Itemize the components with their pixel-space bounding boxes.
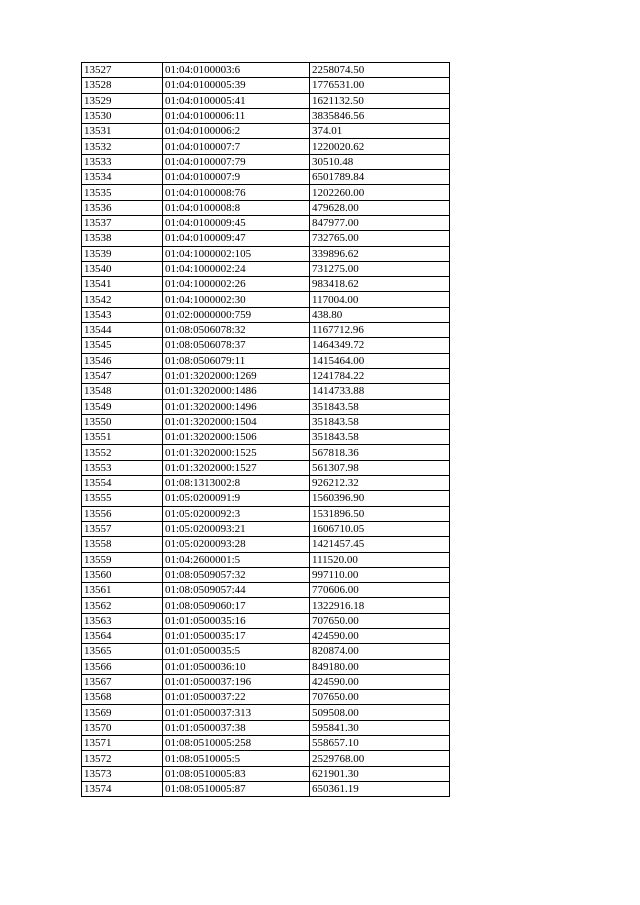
row-number-cell: 13552: [82, 445, 163, 460]
table-row: [82, 598, 450, 613]
table-row: [82, 368, 450, 383]
value-cell: 1776531.00: [310, 78, 450, 93]
table-row: [82, 307, 450, 322]
value-cell: 731275.00: [310, 261, 450, 276]
table-row: [82, 215, 450, 230]
table-row: [82, 659, 450, 674]
table-row: [82, 766, 450, 781]
table-row: [82, 552, 450, 567]
cadastral-number-cell: 01:08:0510005:258: [163, 736, 310, 751]
cadastral-number-cell: 01:01:0500035:17: [163, 628, 310, 643]
value-cell: 558657.10: [310, 736, 450, 751]
cadastral-number-cell: 01:04:0100008:8: [163, 200, 310, 215]
table-row: [82, 736, 450, 751]
value-cell: 595841.30: [310, 720, 450, 735]
cadastral-number-cell: 01:01:0500037:38: [163, 720, 310, 735]
value-cell: 820874.00: [310, 644, 450, 659]
cadastral-number-cell: 01:04:1000002:105: [163, 246, 310, 261]
row-number-cell: 13569: [82, 705, 163, 720]
table-row: [82, 170, 450, 185]
value-cell: 438.80: [310, 307, 450, 322]
value-cell: 983418.62: [310, 277, 450, 292]
value-cell: 351843.58: [310, 399, 450, 414]
row-number-cell: 13533: [82, 154, 163, 169]
value-cell: 561307.98: [310, 460, 450, 475]
table-row: [82, 674, 450, 689]
value-cell: 621901.30: [310, 766, 450, 781]
table-row: [82, 292, 450, 307]
cadastral-number-cell: 01:04:0100005:41: [163, 93, 310, 108]
cadastral-number-cell: 01:04:0100006:11: [163, 108, 310, 123]
table-row: [82, 185, 450, 200]
value-cell: 1220020.62: [310, 139, 450, 154]
row-number-cell: 13562: [82, 598, 163, 613]
row-number-cell: 13563: [82, 613, 163, 628]
value-cell: 424590.00: [310, 674, 450, 689]
row-number-cell: 13539: [82, 246, 163, 261]
row-number-cell: 13558: [82, 537, 163, 552]
row-number-cell: 13546: [82, 353, 163, 368]
table-row: [82, 506, 450, 521]
cadastral-number-cell: 01:01:3202000:1527: [163, 460, 310, 475]
value-cell: 707650.00: [310, 613, 450, 628]
cadastral-number-cell: 01:05:0200091:9: [163, 491, 310, 506]
cadastral-number-cell: 01:04:0100008:76: [163, 185, 310, 200]
row-number-cell: 13532: [82, 139, 163, 154]
value-cell: 509508.00: [310, 705, 450, 720]
table-row: [82, 491, 450, 506]
row-number-cell: 13548: [82, 384, 163, 399]
cadastral-number-cell: 01:04:0100009:45: [163, 215, 310, 230]
table-row: [82, 476, 450, 491]
row-number-cell: 13572: [82, 751, 163, 766]
cadastral-number-cell: 01:01:3202000:1486: [163, 384, 310, 399]
value-cell: 926212.32: [310, 476, 450, 491]
row-number-cell: 13555: [82, 491, 163, 506]
row-number-cell: 13544: [82, 323, 163, 338]
table-row: [82, 690, 450, 705]
value-cell: 6501789.84: [310, 170, 450, 185]
table-row: [82, 537, 450, 552]
value-cell: 117004.00: [310, 292, 450, 307]
row-number-cell: 13537: [82, 215, 163, 230]
row-number-cell: 13567: [82, 674, 163, 689]
value-cell: 1167712.96: [310, 323, 450, 338]
row-number-cell: 13528: [82, 78, 163, 93]
value-cell: 479628.00: [310, 200, 450, 215]
cadastral-number-cell: 01:01:0500037:313: [163, 705, 310, 720]
value-cell: 1421457.45: [310, 537, 450, 552]
table-row: [82, 93, 450, 108]
row-number-cell: 13527: [82, 63, 163, 78]
value-cell: 111520.00: [310, 552, 450, 567]
value-cell: 770606.00: [310, 583, 450, 598]
table-row: [82, 277, 450, 292]
row-number-cell: 13545: [82, 338, 163, 353]
table-row: [82, 231, 450, 246]
data-table: [81, 62, 450, 797]
cadastral-number-cell: 01:01:0500037:196: [163, 674, 310, 689]
cadastral-number-cell: 01:02:0000000:759: [163, 307, 310, 322]
table-row: [82, 414, 450, 429]
value-cell: 567818.36: [310, 445, 450, 460]
cadastral-number-cell: 01:08:0510005:87: [163, 781, 310, 796]
cadastral-number-cell: 01:01:0500035:5: [163, 644, 310, 659]
cadastral-number-cell: 01:08:0510005:83: [163, 766, 310, 781]
row-number-cell: 13534: [82, 170, 163, 185]
table-row: [82, 154, 450, 169]
row-number-cell: 13549: [82, 399, 163, 414]
row-number-cell: 13565: [82, 644, 163, 659]
cadastral-number-cell: 01:04:1000002:26: [163, 277, 310, 292]
cadastral-number-cell: 01:04:0100007:79: [163, 154, 310, 169]
value-cell: 424590.00: [310, 628, 450, 643]
cadastral-number-cell: 01:01:3202000:1525: [163, 445, 310, 460]
table-row: [82, 751, 450, 766]
cadastral-number-cell: 01:01:3202000:1506: [163, 430, 310, 445]
row-number-cell: 13557: [82, 521, 163, 536]
table-row: [82, 613, 450, 628]
cadastral-number-cell: 01:08:0506079:11: [163, 353, 310, 368]
table-row: [82, 644, 450, 659]
cadastral-number-cell: 01:04:0100005:39: [163, 78, 310, 93]
value-cell: 1202260.00: [310, 185, 450, 200]
row-number-cell: 13570: [82, 720, 163, 735]
row-number-cell: 13554: [82, 476, 163, 491]
row-number-cell: 13536: [82, 200, 163, 215]
value-cell: 1415464.00: [310, 353, 450, 368]
cadastral-number-cell: 01:04:0100006:2: [163, 124, 310, 139]
cadastral-number-cell: 01:08:0509057:32: [163, 567, 310, 582]
row-number-cell: 13531: [82, 124, 163, 139]
table-row: [82, 139, 450, 154]
value-cell: 30510.48: [310, 154, 450, 169]
row-number-cell: 13535: [82, 185, 163, 200]
cadastral-number-cell: 01:01:0500037:22: [163, 690, 310, 705]
table-row: [82, 63, 450, 78]
row-number-cell: 13561: [82, 583, 163, 598]
cadastral-number-cell: 01:08:0506078:32: [163, 323, 310, 338]
row-number-cell: 13564: [82, 628, 163, 643]
table-row: [82, 521, 450, 536]
value-cell: 351843.58: [310, 414, 450, 429]
row-number-cell: 13559: [82, 552, 163, 567]
row-number-cell: 13542: [82, 292, 163, 307]
cadastral-number-cell: 01:05:0200093:21: [163, 521, 310, 536]
cadastral-number-cell: 01:08:1313002:8: [163, 476, 310, 491]
row-number-cell: 13538: [82, 231, 163, 246]
cadastral-number-cell: 01:04:0100007:7: [163, 139, 310, 154]
value-cell: 732765.00: [310, 231, 450, 246]
cadastral-number-cell: 01:08:0509057:44: [163, 583, 310, 598]
cadastral-number-cell: 01:01:0500036:10: [163, 659, 310, 674]
value-cell: 1621132.50: [310, 93, 450, 108]
value-cell: 847977.00: [310, 215, 450, 230]
value-cell: 2529768.00: [310, 751, 450, 766]
cadastral-number-cell: 01:01:0500035:16: [163, 613, 310, 628]
value-cell: 351843.58: [310, 430, 450, 445]
row-number-cell: 13573: [82, 766, 163, 781]
cadastral-number-cell: 01:04:1000002:30: [163, 292, 310, 307]
table-row: [82, 338, 450, 353]
row-number-cell: 13553: [82, 460, 163, 475]
value-cell: 997110.00: [310, 567, 450, 582]
value-cell: 1414733.88: [310, 384, 450, 399]
value-cell: 1241784.22: [310, 368, 450, 383]
cadastral-number-cell: 01:05:0200092:3: [163, 506, 310, 521]
table-row: [82, 583, 450, 598]
row-number-cell: 13571: [82, 736, 163, 751]
row-number-cell: 13560: [82, 567, 163, 582]
table-body: [82, 63, 450, 797]
row-number-cell: 13551: [82, 430, 163, 445]
value-cell: 1560396.90: [310, 491, 450, 506]
value-cell: 1464349.72: [310, 338, 450, 353]
table-row: [82, 399, 450, 414]
value-cell: 2258074.50: [310, 63, 450, 78]
row-number-cell: 13556: [82, 506, 163, 521]
table-row: [82, 384, 450, 399]
cadastral-number-cell: 01:04:0100009:47: [163, 231, 310, 246]
row-number-cell: 13574: [82, 781, 163, 796]
cadastral-number-cell: 01:01:3202000:1496: [163, 399, 310, 414]
row-number-cell: 13568: [82, 690, 163, 705]
value-cell: 1606710.05: [310, 521, 450, 536]
row-number-cell: 13530: [82, 108, 163, 123]
row-number-cell: 13541: [82, 277, 163, 292]
row-number-cell: 13540: [82, 261, 163, 276]
cadastral-number-cell: 01:05:0200093:28: [163, 537, 310, 552]
table-row: [82, 445, 450, 460]
cadastral-number-cell: 01:01:3202000:1504: [163, 414, 310, 429]
table-row: [82, 705, 450, 720]
value-cell: 1322916.18: [310, 598, 450, 613]
table-row: [82, 353, 450, 368]
table-row: [82, 781, 450, 796]
value-cell: 3835846.56: [310, 108, 450, 123]
row-number-cell: 13543: [82, 307, 163, 322]
table-row: [82, 124, 450, 139]
table-row: [82, 323, 450, 338]
value-cell: 1531896.50: [310, 506, 450, 521]
row-number-cell: 13566: [82, 659, 163, 674]
table-row: [82, 200, 450, 215]
table-row: [82, 567, 450, 582]
cadastral-number-cell: 01:08:0506078:37: [163, 338, 310, 353]
row-number-cell: 13547: [82, 368, 163, 383]
cadastral-number-cell: 01:04:2600001:5: [163, 552, 310, 567]
row-number-cell: 13529: [82, 93, 163, 108]
cadastral-number-cell: 01:04:0100003:6: [163, 63, 310, 78]
table-row: [82, 261, 450, 276]
value-cell: 650361.19: [310, 781, 450, 796]
cadastral-number-cell: 01:08:0509060:17: [163, 598, 310, 613]
table-row: [82, 430, 450, 445]
table-row: [82, 78, 450, 93]
cadastral-number-cell: 01:04:1000002:24: [163, 261, 310, 276]
value-cell: 374.01: [310, 124, 450, 139]
table-row: [82, 460, 450, 475]
value-cell: 339896.62: [310, 246, 450, 261]
table-row: [82, 246, 450, 261]
table-row: [82, 720, 450, 735]
value-cell: 707650.00: [310, 690, 450, 705]
cadastral-number-cell: 01:01:3202000:1269: [163, 368, 310, 383]
table-row: [82, 108, 450, 123]
table-row: [82, 628, 450, 643]
cadastral-number-cell: 01:04:0100007:9: [163, 170, 310, 185]
row-number-cell: 13550: [82, 414, 163, 429]
value-cell: 849180.00: [310, 659, 450, 674]
cadastral-number-cell: 01:08:0510005:5: [163, 751, 310, 766]
